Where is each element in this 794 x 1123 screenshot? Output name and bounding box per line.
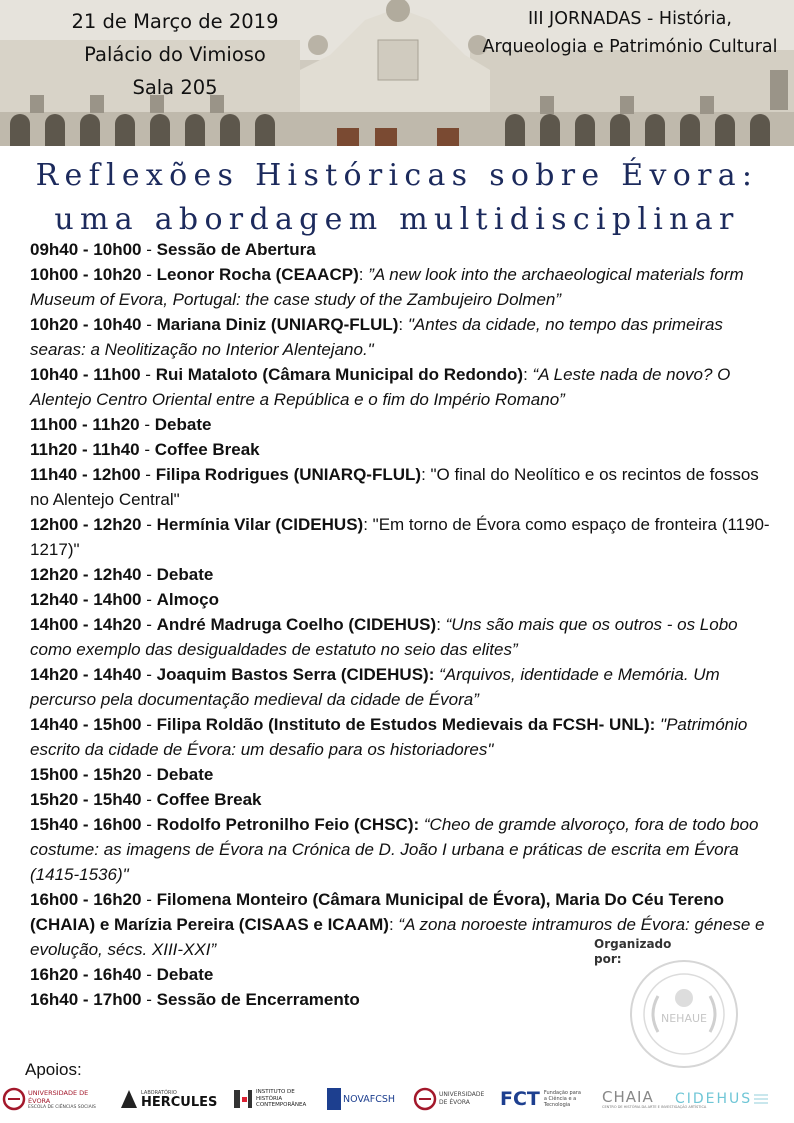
program-time: 09h40 - 10h00: [30, 240, 142, 259]
program-time: 11h40 - 12h00: [30, 465, 141, 484]
program-speaker: Debate: [156, 965, 214, 984]
program-speaker: Debate: [156, 565, 214, 584]
program-colon: :: [363, 515, 373, 534]
seal-text: NEHAUE: [661, 1012, 707, 1025]
program-separator: -: [141, 665, 157, 684]
program-item: [30, 662, 782, 712]
header-banner: [0, 0, 794, 146]
program-colon: :: [523, 365, 533, 384]
ihc-icon: [233, 1089, 253, 1109]
logo-fct: [500, 1084, 592, 1114]
event-date: 21 de Março de 2019: [71, 10, 279, 33]
program-talk-title: "Em torno de Évora como espaço de fronteira (1190-1217)": [30, 515, 770, 559]
program-item: [30, 712, 782, 762]
program-talk-title: “A zona noroeste intramuros de Évora: génese e evolução, sécs. XIII-XXI”: [30, 915, 765, 959]
logo-text: CIDEHUS: [675, 1091, 753, 1107]
logo-subtext: CENTRO DE HISTÓRIA DA ARTE E INVESTIGAÇÃO ARTÍSTICA: [602, 1104, 707, 1109]
program-speaker: Filipa Roldão (Instituto de Estudos Medievais da FCSH- UNL):: [156, 715, 656, 734]
logo-text: FCT: [500, 1088, 540, 1110]
program-time: 16h20 - 16h40: [30, 965, 142, 984]
program-time: 10h20 - 10h40: [30, 315, 142, 334]
program-speaker: Debate: [156, 765, 214, 784]
logo-hercules: [119, 1084, 221, 1114]
nova-icon: [327, 1088, 341, 1110]
logo-text: UNIVERSIDADE DE ÉVORA: [439, 1091, 485, 1106]
program-colon: :: [436, 615, 446, 634]
logo-cidehus: [675, 1084, 765, 1114]
program-speaker: Hermínia Vilar (CIDEHUS): [156, 515, 364, 534]
program-item: [30, 812, 782, 887]
program-colon: :: [421, 465, 431, 484]
event-series: [468, 5, 792, 61]
program-separator: -: [141, 815, 157, 834]
program-separator: -: [141, 515, 157, 534]
program-speaker: Almoço: [156, 590, 219, 609]
program-talk-title: “Uns são mais que os outros - os Lobo como exemplo das desigualdades de estatuto no seio das elites”: [30, 615, 738, 659]
program-item: [30, 312, 782, 362]
program-time: 11h00 - 11h20: [30, 415, 140, 434]
cidehus-lines-icon: [754, 1092, 768, 1106]
program-separator: -: [141, 990, 157, 1009]
supports-logos: [0, 1084, 794, 1114]
program-time: 15h00 - 15h20: [30, 765, 142, 784]
program-speaker: Debate: [154, 415, 212, 434]
program-separator: -: [139, 415, 155, 434]
program-separator: -: [141, 265, 157, 284]
hercules-icon: [119, 1088, 139, 1110]
uevora-emblem-icon: [3, 1088, 25, 1110]
event-series-line2: Arqueologia e Património Cultural: [482, 37, 778, 57]
program-speaker: Mariana Diniz (UNIARQ-FLUL): [156, 315, 399, 334]
logo-text: INSTITUTO DE HISTÓRIA CONTEMPORÂNEA: [256, 1089, 307, 1109]
logo-chaia: [602, 1084, 707, 1114]
program-time: 15h40 - 16h00: [30, 815, 142, 834]
program-item: [30, 787, 782, 812]
program-separator: -: [140, 465, 156, 484]
program-item: [30, 362, 782, 412]
logo-text: UNIVERSIDADE DE ÉVORA: [28, 1088, 89, 1105]
page-title: [0, 154, 794, 242]
organizer-label-line1: Organizado: [594, 937, 672, 951]
organizer-seal: [628, 958, 740, 1070]
uevora-emblem-icon: [414, 1088, 436, 1110]
program-separator: -: [141, 615, 157, 634]
program-speaker: Sessão de Encerramento: [156, 990, 360, 1009]
logo-text: CHAIA: [602, 1087, 654, 1106]
program-separator: -: [141, 765, 157, 784]
program-item: [30, 762, 782, 787]
program-time: 16h40 - 17h00: [30, 990, 142, 1009]
program-colon: :: [388, 915, 399, 934]
program-separator: -: [141, 240, 157, 259]
program-separator: -: [141, 890, 157, 909]
program-separator: -: [140, 365, 156, 384]
program-separator: -: [141, 965, 157, 984]
event-venue: Palácio do Vimioso: [84, 43, 266, 66]
program-list: [30, 237, 782, 1012]
program-item: [30, 587, 782, 612]
program-speaker: Joaquim Bastos Serra (CIDEHUS):: [156, 665, 435, 684]
program-speaker: Coffee Break: [154, 440, 260, 459]
program-time: 10h00 - 10h20: [30, 265, 142, 284]
program-item: [30, 512, 782, 562]
organizer-label-line2: por:: [594, 952, 622, 966]
program-separator: -: [141, 590, 157, 609]
program-speaker: Sessão de Abertura: [156, 240, 316, 259]
program-time: 12h40 - 14h00: [30, 590, 142, 609]
program-talk-title: ”A new look into the archaeological materials form Museum of Evora, Portugal: the case study of the Zambujeiro Dolmen”: [30, 265, 744, 309]
logo-text: NOVAFCSH: [343, 1093, 396, 1105]
logo-subtext: LABORATÓRIO: [141, 1089, 177, 1096]
program-talk-title: "Antes da cidade, no tempo das primeiras searas: a Neolitização no Interior Alentejano.": [30, 315, 723, 359]
logo-universidade-evora: [414, 1084, 494, 1114]
program-item: [30, 437, 782, 462]
program-talk-title: “Arquivos, identidade e Memória. Um percurso pela documentação medieval da cidade de Évora”: [30, 665, 720, 709]
program-item: [30, 262, 782, 312]
logo-subtext: Fundação para a Ciência e a Tecnologia: [543, 1090, 581, 1108]
program-colon: :: [398, 315, 408, 334]
program-item: [30, 612, 782, 662]
program-speaker: Leonor Rocha (CEAACP): [156, 265, 359, 284]
program-time: 16h00 - 16h20: [30, 890, 142, 909]
logo-subtext: ESCOLA DE CIÊNCIAS SOCIAIS: [28, 1104, 96, 1110]
program-time: 15h20 - 15h40: [30, 790, 142, 809]
program-talk-title: "Património escrito da cidade de Évora: um desafio para os historiadores": [30, 715, 748, 759]
program-speaker: Rodolfo Petronilho Feio (CHSC):: [156, 815, 420, 834]
program-time: 12h20 - 12h40: [30, 565, 142, 584]
event-series-line1: III JORNADAS - História,: [528, 9, 732, 29]
program-item: [30, 462, 782, 512]
program-separator: -: [141, 790, 157, 809]
program-talk-title: "O final do Neolítico e os recintos de fossos no Alentejo Central": [30, 465, 759, 509]
program-time: 14h00 - 14h20: [30, 615, 142, 634]
title-line1: Reflexões Históricas sobre Évora:: [35, 158, 759, 193]
program-separator: -: [141, 315, 157, 334]
program-time: 12h00 - 12h20: [30, 515, 142, 534]
program-speaker: André Madruga Coelho (CIDEHUS): [156, 615, 437, 634]
program-time: 11h20 - 11h40: [30, 440, 140, 459]
event-info: [62, 5, 288, 104]
supports-label: Apoios:: [25, 1060, 82, 1079]
program-item: [30, 412, 782, 437]
program-item: [30, 237, 782, 262]
logo-ihc: [233, 1084, 317, 1114]
program-time: 10h40 - 11h00: [30, 365, 141, 384]
logo-universidade-evora-ecs: [3, 1084, 111, 1114]
logo-novafcsh: [327, 1084, 405, 1114]
logo-text: HERCULES: [141, 1094, 218, 1110]
event-room: Sala 205: [132, 76, 218, 99]
program-colon: :: [358, 265, 369, 284]
title-line2: uma abordagem multidisciplinar: [54, 202, 740, 237]
program-talk-title: “Cheo de gramde alvoroço, fora de todo boo costume: as imagens de Évora na Crónica de D. João I urbana e práticas de escrita em Évora (1415-1536)": [30, 815, 759, 884]
program-separator: -: [141, 565, 157, 584]
program-speaker: Filipa Rodrigues (UNIARQ-FLUL): [155, 465, 422, 484]
program-time: 14h40 - 15h00: [30, 715, 142, 734]
program-separator: -: [141, 715, 157, 734]
program-speaker: Coffee Break: [156, 790, 262, 809]
program-time: 14h20 - 14h40: [30, 665, 142, 684]
program-speaker: Rui Mataloto (Câmara Municipal do Redondo): [155, 365, 524, 384]
program-separator: -: [139, 440, 155, 459]
program-talk-title: “A Leste nada de novo? O Alentejo Centro Oriental entre a República e o fim do Império Romano”: [30, 365, 731, 409]
program-speaker: Filomena Monteiro (Câmara Municipal de Évora), Maria Do Céu Tereno (CHAIA) e Marízia Pereira (CISAAS e ICAAM): [30, 890, 725, 934]
program-item: [30, 562, 782, 587]
